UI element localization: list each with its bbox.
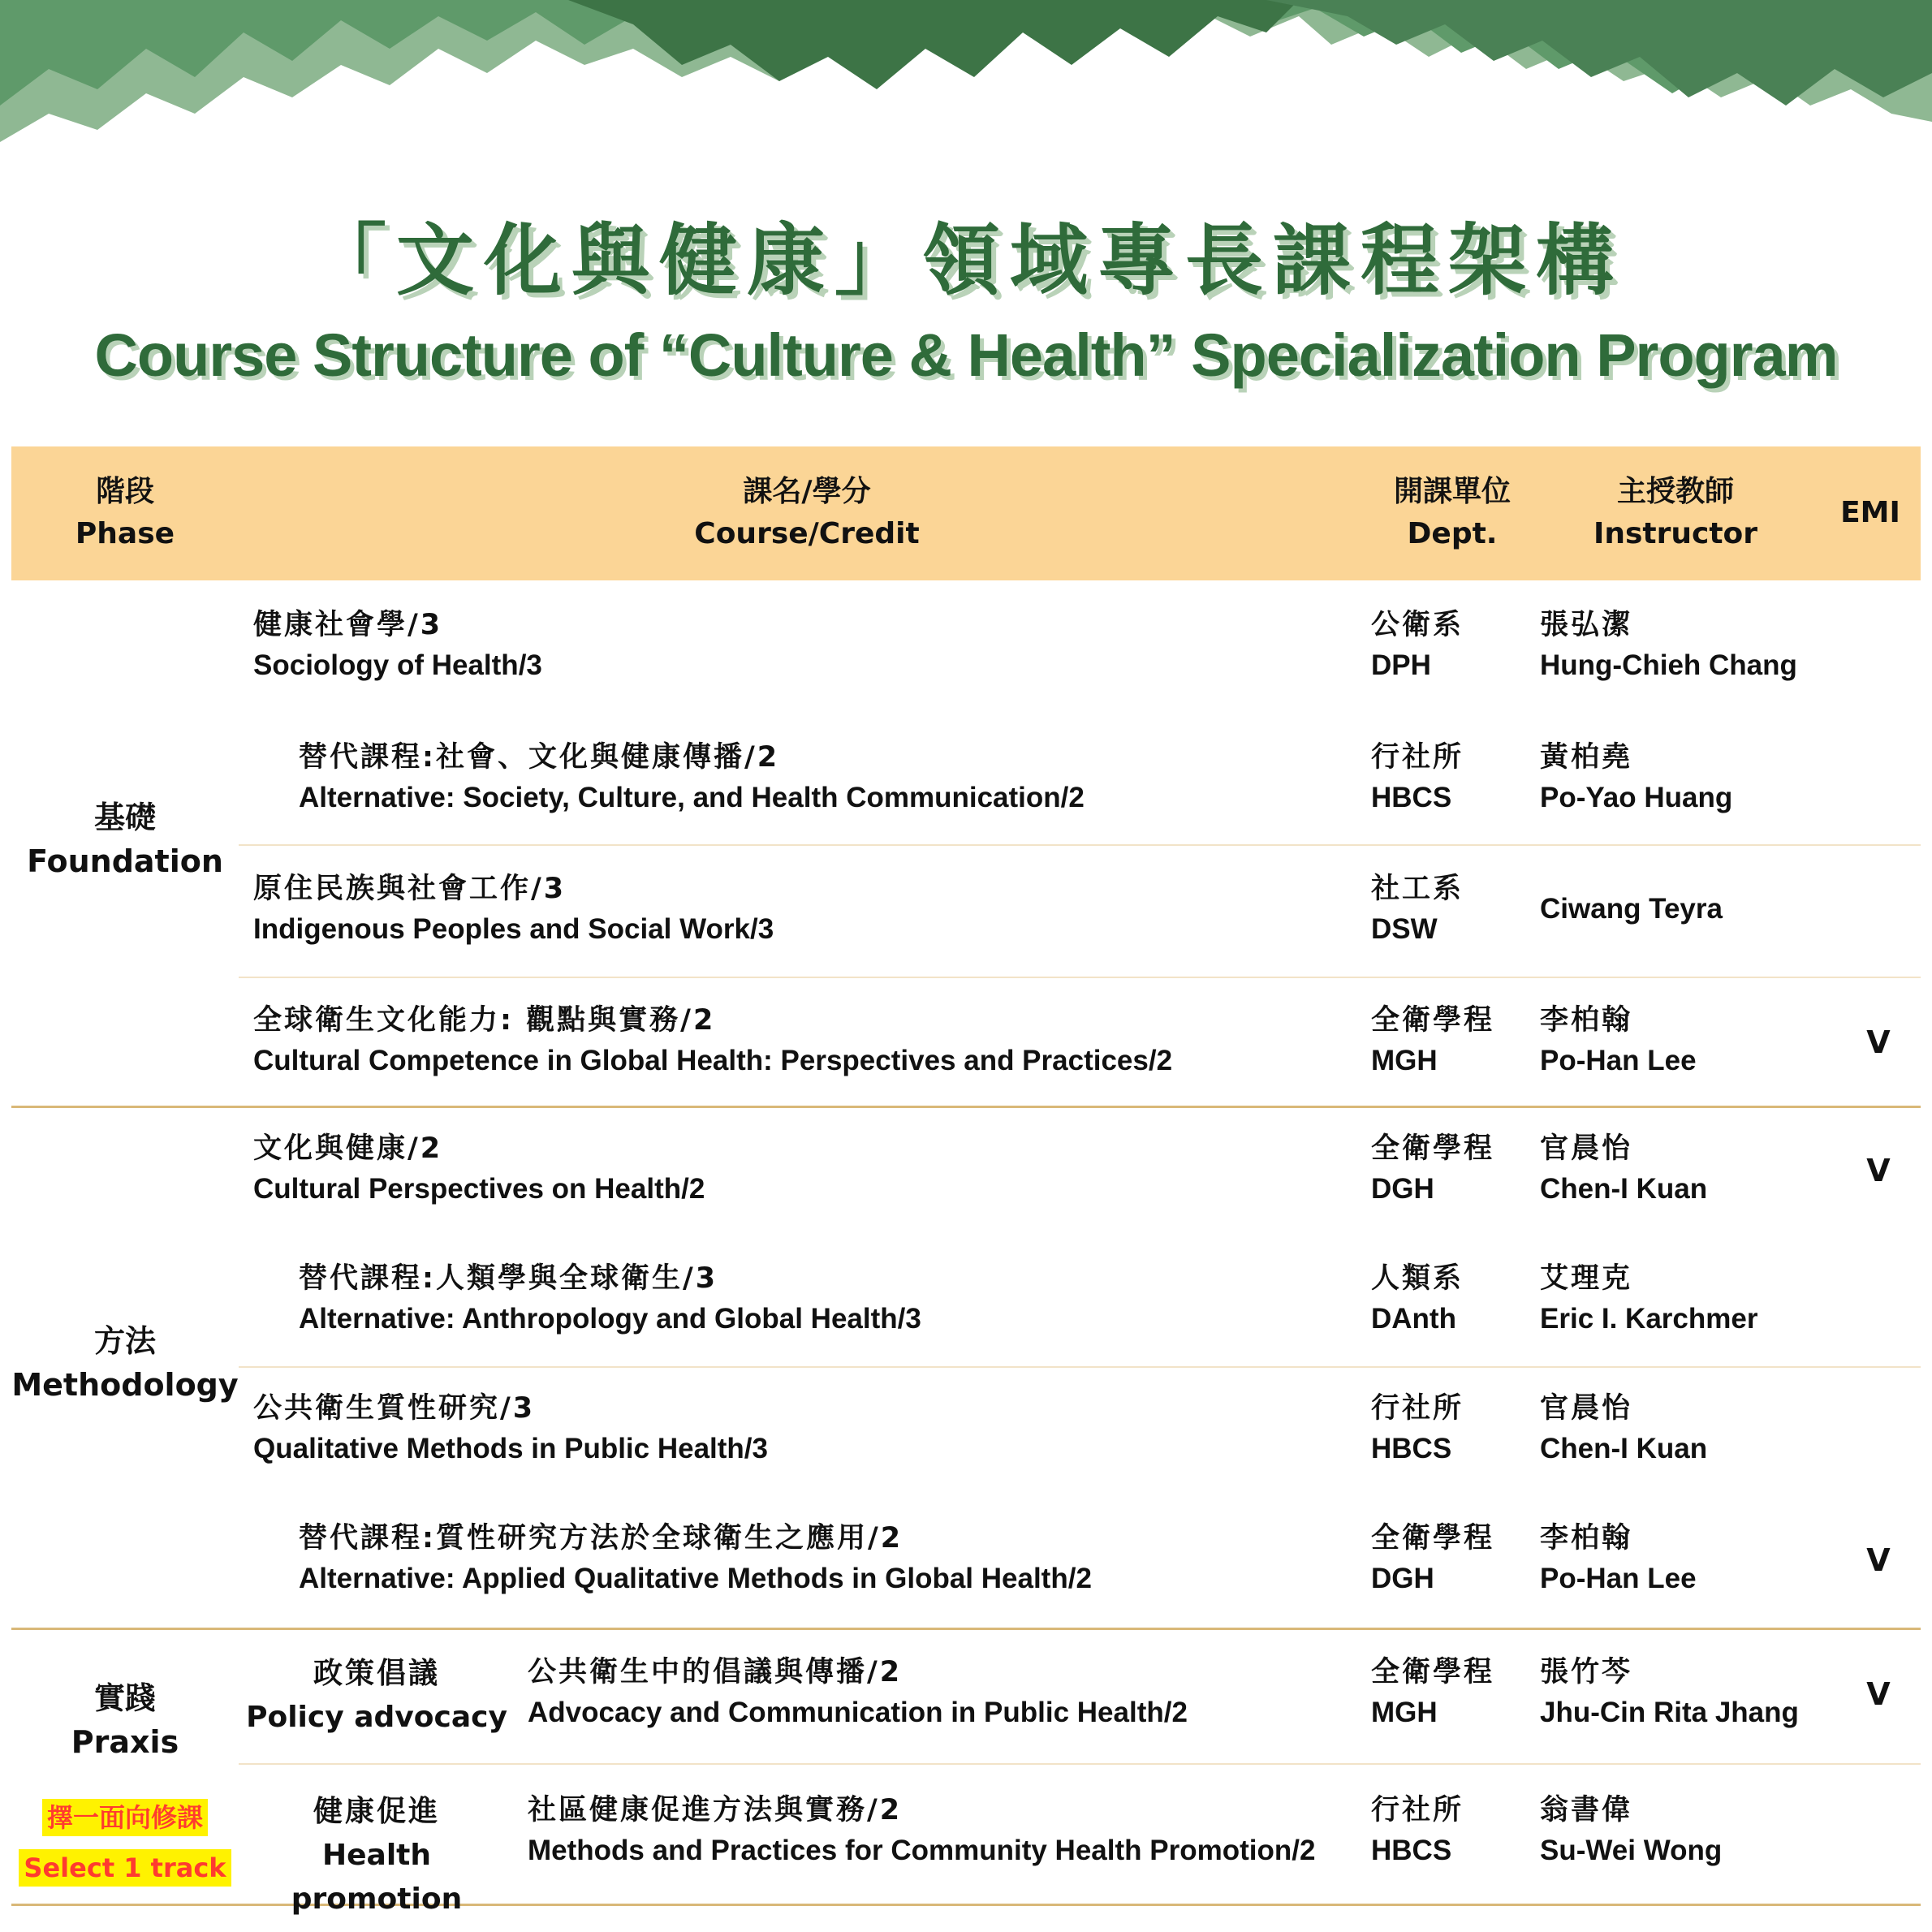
course-name xyxy=(253,869,774,950)
instructor-zh: 官晨怡 xyxy=(1540,1392,1633,1425)
phase-foundation-en: Foundation xyxy=(27,843,223,879)
track-en: Policy advocacy xyxy=(246,1701,507,1734)
dept-en: HBCS xyxy=(1371,1835,1452,1866)
course-name-en: Sociology of Health/3 xyxy=(253,649,542,681)
track-policy-advocacy xyxy=(239,1652,515,1740)
dept xyxy=(1371,1128,1494,1210)
select-track-note-en: Select 1 track xyxy=(19,1849,231,1887)
track-health-promotion xyxy=(239,1790,515,1921)
course-name-zh: 社區健康促進方法與實務/2 xyxy=(528,1794,903,1826)
instructor-en: Po-Yao Huang xyxy=(1540,782,1733,813)
course-name xyxy=(253,1388,768,1469)
dept-zh: 全衛學程 xyxy=(1371,1132,1495,1165)
dept xyxy=(1371,605,1464,686)
phase-methodology-en: Methodology xyxy=(11,1367,239,1403)
instructor xyxy=(1540,1388,1707,1469)
course-name-zh: 原住民族與社會工作/3 xyxy=(253,873,567,905)
header-course-zh: 課名/學分 xyxy=(743,475,871,508)
dept-en: DGH xyxy=(1371,1173,1434,1205)
instructor xyxy=(1540,605,1797,686)
dept-en: MGH xyxy=(1371,1697,1438,1728)
dept-en: DGH xyxy=(1371,1563,1434,1594)
dept-zh: 全衛學程 xyxy=(1371,1004,1495,1037)
instructor-zh: 張竹芩 xyxy=(1540,1656,1633,1688)
phase-divider xyxy=(11,1106,1921,1108)
page-title-chinese: 「文化與健康」領域專長課程架構 xyxy=(308,215,1624,306)
header-course-en: Course/Credit xyxy=(694,517,920,550)
course-name-zh: 全球衛生文化能力: 觀點與實務/2 xyxy=(253,1004,716,1037)
table-header xyxy=(11,446,1921,580)
phase-divider xyxy=(11,1628,1921,1630)
row-divider xyxy=(239,977,1921,978)
instructor-en: Hung-Chieh Chang xyxy=(1540,649,1797,681)
course-name-zh: 替代課程:人類學與全球衛生/3 xyxy=(299,1262,718,1295)
dept xyxy=(1371,1388,1464,1469)
instructor-zh: 官晨怡 xyxy=(1540,1132,1633,1165)
dept-zh: 行社所 xyxy=(1371,1392,1464,1425)
instructor-en: Po-Han Lee xyxy=(1540,1563,1697,1594)
phase-methodology xyxy=(11,1319,239,1407)
header-phase-zh: 階段 xyxy=(95,475,154,508)
phase-praxis-zh: 實踐 xyxy=(93,1680,156,1716)
dept-en: DPH xyxy=(1371,649,1431,681)
course-name-en: Indigenous Peoples and Social Work/3 xyxy=(253,913,774,945)
dept-zh: 行社所 xyxy=(1371,741,1464,774)
phase-praxis-en: Praxis xyxy=(71,1724,179,1760)
instructor-en: Po-Han Lee xyxy=(1540,1045,1697,1076)
dept-zh: 行社所 xyxy=(1371,1794,1464,1826)
row-divider xyxy=(239,844,1921,846)
dept-en: DAnth xyxy=(1371,1303,1456,1335)
dept-zh: 全衛學程 xyxy=(1371,1656,1495,1688)
header-instructor-zh: 主授教師 xyxy=(1616,475,1734,508)
instructor xyxy=(1540,1652,1799,1733)
row-divider xyxy=(239,1366,1921,1368)
course-name-en: Advocacy and Communication in Public Health/2 xyxy=(528,1697,1188,1728)
dept-zh: 人類系 xyxy=(1371,1262,1464,1295)
header-course xyxy=(239,471,1375,555)
dept xyxy=(1371,1790,1464,1871)
phase-methodology-zh: 方法 xyxy=(93,1323,156,1359)
phase-foundation-zh: 基礎 xyxy=(93,800,156,835)
instructor xyxy=(1540,737,1732,818)
course-name xyxy=(528,1790,1315,1871)
instructor-zh: 黃柏堯 xyxy=(1540,741,1633,774)
course-name xyxy=(299,1518,1092,1599)
course-name-en: Alternative: Society, Culture, and Health Communication/2 xyxy=(299,782,1085,813)
header-emi: EMI xyxy=(1840,496,1900,529)
instructor xyxy=(1540,1128,1707,1210)
emi-mark: V xyxy=(1866,1153,1891,1188)
instructor-en: Jhu-Cin Rita Jhang xyxy=(1540,1697,1799,1728)
header-instructor-en: Instructor xyxy=(1593,517,1758,550)
course-name-en: Alternative: Applied Qualitative Methods in Global Health/2 xyxy=(299,1563,1092,1594)
instructor-zh: 李柏翰 xyxy=(1540,1522,1633,1555)
page-title-english: Course Structure of “Culture & Health” Specialization Program xyxy=(94,321,1838,389)
course-name xyxy=(253,1000,1172,1081)
course-name-en: Methods and Practices for Community Health Promotion/2 xyxy=(528,1835,1316,1866)
select-track-note-zh: 擇一面向修課 xyxy=(42,1799,208,1836)
instructor xyxy=(1540,1790,1722,1871)
track-zh: 政策倡議 xyxy=(313,1657,440,1690)
instructor-en: Ciwang Teyra xyxy=(1540,893,1723,925)
mountain-banner xyxy=(0,0,1932,179)
instructor-en: Chen-I Kuan xyxy=(1540,1433,1708,1464)
emi-mark: V xyxy=(1866,1676,1891,1712)
header-dept-en: Dept. xyxy=(1407,517,1498,550)
header-phase-en: Phase xyxy=(75,517,175,550)
dept-zh: 全衛學程 xyxy=(1371,1522,1495,1555)
instructor-en: Su-Wei Wong xyxy=(1540,1835,1723,1866)
instructor xyxy=(1540,1518,1697,1599)
course-name-en: Cultural Perspectives on Health/2 xyxy=(253,1173,705,1205)
row-divider xyxy=(239,1763,1921,1765)
instructor-en: Chen-I Kuan xyxy=(1540,1173,1708,1205)
course-name-zh: 公共衛生中的倡議與傳播/2 xyxy=(528,1656,903,1688)
instructor xyxy=(1540,889,1723,929)
dept-en: MGH xyxy=(1371,1045,1438,1076)
track-zh: 健康促進 xyxy=(313,1795,440,1828)
course-name-zh: 文化與健康/2 xyxy=(253,1132,443,1165)
dept-en: DSW xyxy=(1371,913,1438,945)
dept-zh: 公衛系 xyxy=(1371,609,1464,641)
track-en: Health promotion xyxy=(291,1839,463,1916)
course-name xyxy=(299,1258,921,1339)
dept-en: HBCS xyxy=(1371,1433,1452,1464)
phase-praxis-note xyxy=(11,1794,239,1888)
instructor xyxy=(1540,1000,1697,1081)
course-name-zh: 公共衛生質性研究/3 xyxy=(253,1392,536,1425)
header-phase xyxy=(11,471,239,555)
dept xyxy=(1371,737,1464,818)
course-name-en: Cultural Competence in Global Health: Perspectives and Practices/2 xyxy=(253,1045,1173,1076)
course-name-zh: 替代課程:社會、文化與健康傳播/2 xyxy=(299,741,780,774)
header-instructor xyxy=(1554,471,1797,555)
phase-praxis xyxy=(11,1676,239,1764)
instructor-zh: 張弘潔 xyxy=(1540,609,1633,641)
header-dept xyxy=(1359,471,1546,555)
dept xyxy=(1371,1258,1464,1339)
emi-mark: V xyxy=(1866,1024,1891,1060)
course-name-zh: 替代課程:質性研究方法於全球衛生之應用/2 xyxy=(299,1522,903,1555)
dept xyxy=(1371,1518,1494,1599)
instructor xyxy=(1540,1258,1757,1339)
instructor-zh: 李柏翰 xyxy=(1540,1004,1633,1037)
course-name xyxy=(299,737,1085,818)
instructor-en: Eric I. Karchmer xyxy=(1540,1303,1758,1335)
dept xyxy=(1371,869,1464,950)
course-name xyxy=(253,605,542,686)
dept-zh: 社工系 xyxy=(1371,873,1464,905)
instructor-zh: 翁書偉 xyxy=(1540,1794,1633,1826)
course-name-zh: 健康社會學/3 xyxy=(253,609,443,641)
instructor-zh: 艾理克 xyxy=(1540,1262,1633,1295)
dept-en: HBCS xyxy=(1371,782,1452,813)
course-name xyxy=(528,1652,1188,1733)
header-dept-zh: 開課單位 xyxy=(1393,475,1511,508)
dept xyxy=(1371,1652,1494,1733)
dept xyxy=(1371,1000,1494,1081)
phase-foundation xyxy=(11,796,239,883)
course-name xyxy=(253,1128,705,1210)
emi-mark: V xyxy=(1866,1542,1891,1578)
mountain-peak-dark xyxy=(568,0,1299,89)
course-name-en: Alternative: Anthropology and Global Health/3 xyxy=(299,1303,921,1335)
course-name-en: Qualitative Methods in Public Health/3 xyxy=(253,1433,768,1464)
